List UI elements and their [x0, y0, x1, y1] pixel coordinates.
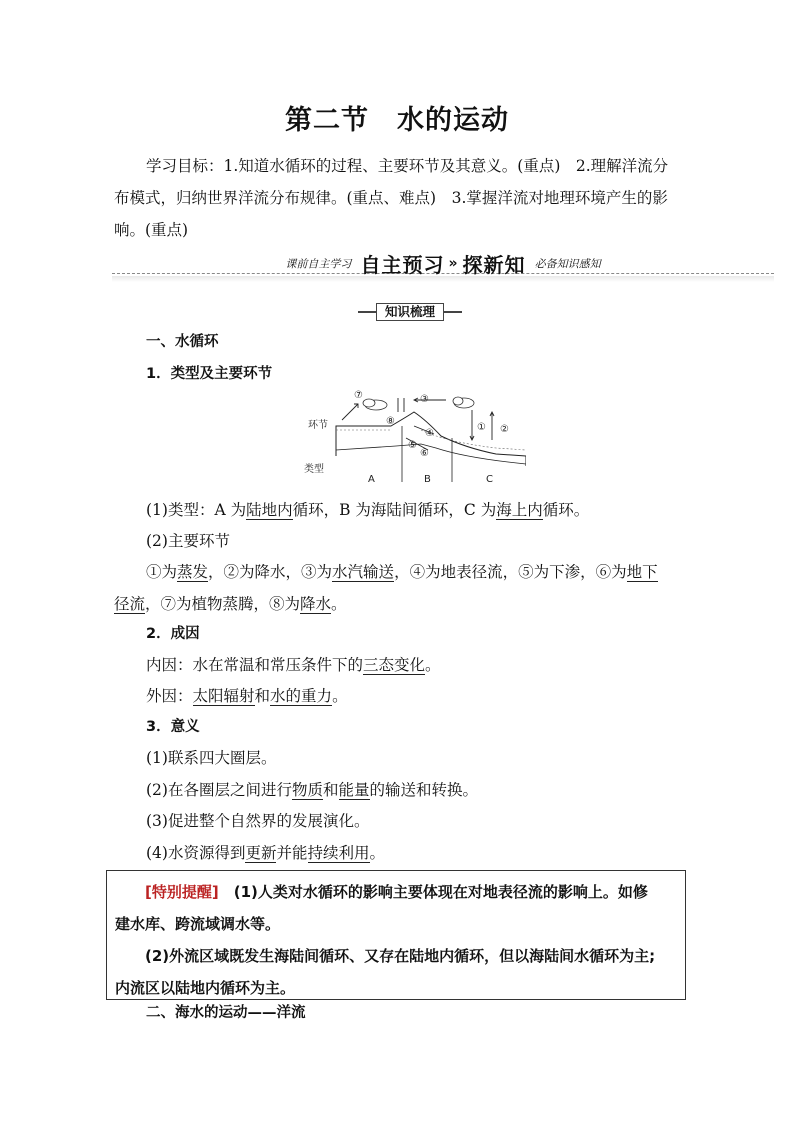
note-line4: 内流区以陆地内循环为主。: [115, 979, 296, 997]
meaning-item-3: (3)促进整个自然界的发展演化。: [146, 812, 370, 830]
zone-b: B: [424, 474, 431, 485]
banner-left-label: 课前自主学习: [285, 257, 352, 271]
banner-arrow-icon: »: [448, 255, 459, 272]
links-paragraph: ①为蒸发，②为降水，③为水汽输送，④为地表径流，⑤为下渗，⑥为地下 径流，⑦为植物蒸腾，⑧为降水。: [114, 563, 658, 613]
marker-8: ⑧: [386, 416, 395, 427]
cause-external: 外因：太阳辐射和水的重力。: [146, 687, 348, 705]
special-reminder-tag: [特别提醒]: [145, 883, 219, 901]
label-types: 类型: [304, 464, 324, 475]
cloud-icon: [453, 397, 474, 408]
links-heading: (2)主要环节: [146, 532, 230, 550]
objectives-line3: 响。(重点): [114, 221, 189, 239]
cause-internal: 内因：水在常温和常压条件下的三态变化。: [146, 656, 441, 674]
marker-3: ③: [420, 394, 429, 405]
knowledge-tag: [358, 303, 462, 321]
title-topic: 水的运动: [397, 105, 509, 136]
page-title: [0, 98, 794, 137]
banner-title-2: 探新知: [462, 253, 526, 277]
heading-water-cycle: 一、水循环: [146, 334, 219, 350]
note-line3: (2)外流区域既发生海陆间循环、又存在陆地内循环，但以海陆间水循环为主;: [145, 947, 656, 965]
banner-right-label: 必备知识感知: [534, 257, 601, 271]
types-line: (1)类型：A 为陆地内循环，B 为海陆间循环，C 为海上内循环。: [146, 501, 590, 519]
marker-6: ⑥: [420, 448, 429, 459]
marker-7: ⑦: [354, 390, 363, 401]
meaning-item-4: (4)水资源得到更新并能持续利用。: [146, 844, 386, 862]
marker-2: ②: [500, 424, 509, 435]
marker-5: ⑤: [408, 440, 417, 451]
water-cycle-diagram: [296, 386, 526, 490]
zone-c: C: [486, 474, 493, 485]
zone-a: A: [368, 474, 375, 485]
heading-meaning: 3．意义: [146, 719, 200, 735]
heading-types-links: 1．类型及主要环节: [146, 366, 273, 382]
heading-cause: 2．成因: [146, 626, 200, 642]
meaning-item-1: (1)联系四大圈层。: [146, 749, 277, 767]
heading-ocean-current: 二、海水的运动——洋流: [146, 1005, 306, 1021]
knowledge-tag-label: 知识梳理: [376, 303, 444, 321]
cloud-icon: [363, 399, 387, 410]
learning-objectives: [114, 150, 684, 246]
objectives-line1: 学习目标：1.知道水循环的过程、主要环节及其意义。(重点) 2.理解洋流分: [146, 157, 669, 175]
section-banner: [112, 247, 774, 285]
meaning-item-2: (2)在各圈层之间进行物质和能量的输送和转换。: [146, 781, 479, 799]
terrain: [336, 412, 526, 482]
note-line2: 建水库、跨流域调水等。: [115, 915, 281, 933]
banner-title-1: 自主预习: [360, 253, 445, 277]
special-reminder-box: [特别提醒] (1)人类对水循环的影响主要体现在对地表径流的影响上。如修 建水库、跨流域调水等。 (2)外流区域既发生海陆间循环、又存在陆地内循环，但以海陆间水循环为主; 内流区以陆地内循环为主。: [106, 870, 686, 1000]
marker-4: ④: [425, 428, 434, 439]
marker-1: ①: [477, 422, 486, 433]
objectives-line2: 布模式，归纳世界洋流分布规律。(重点、难点) 3.掌握洋流对地理环境产生的影: [114, 189, 668, 207]
label-links: 环节: [308, 420, 328, 431]
title-section: 第二节: [285, 105, 369, 136]
